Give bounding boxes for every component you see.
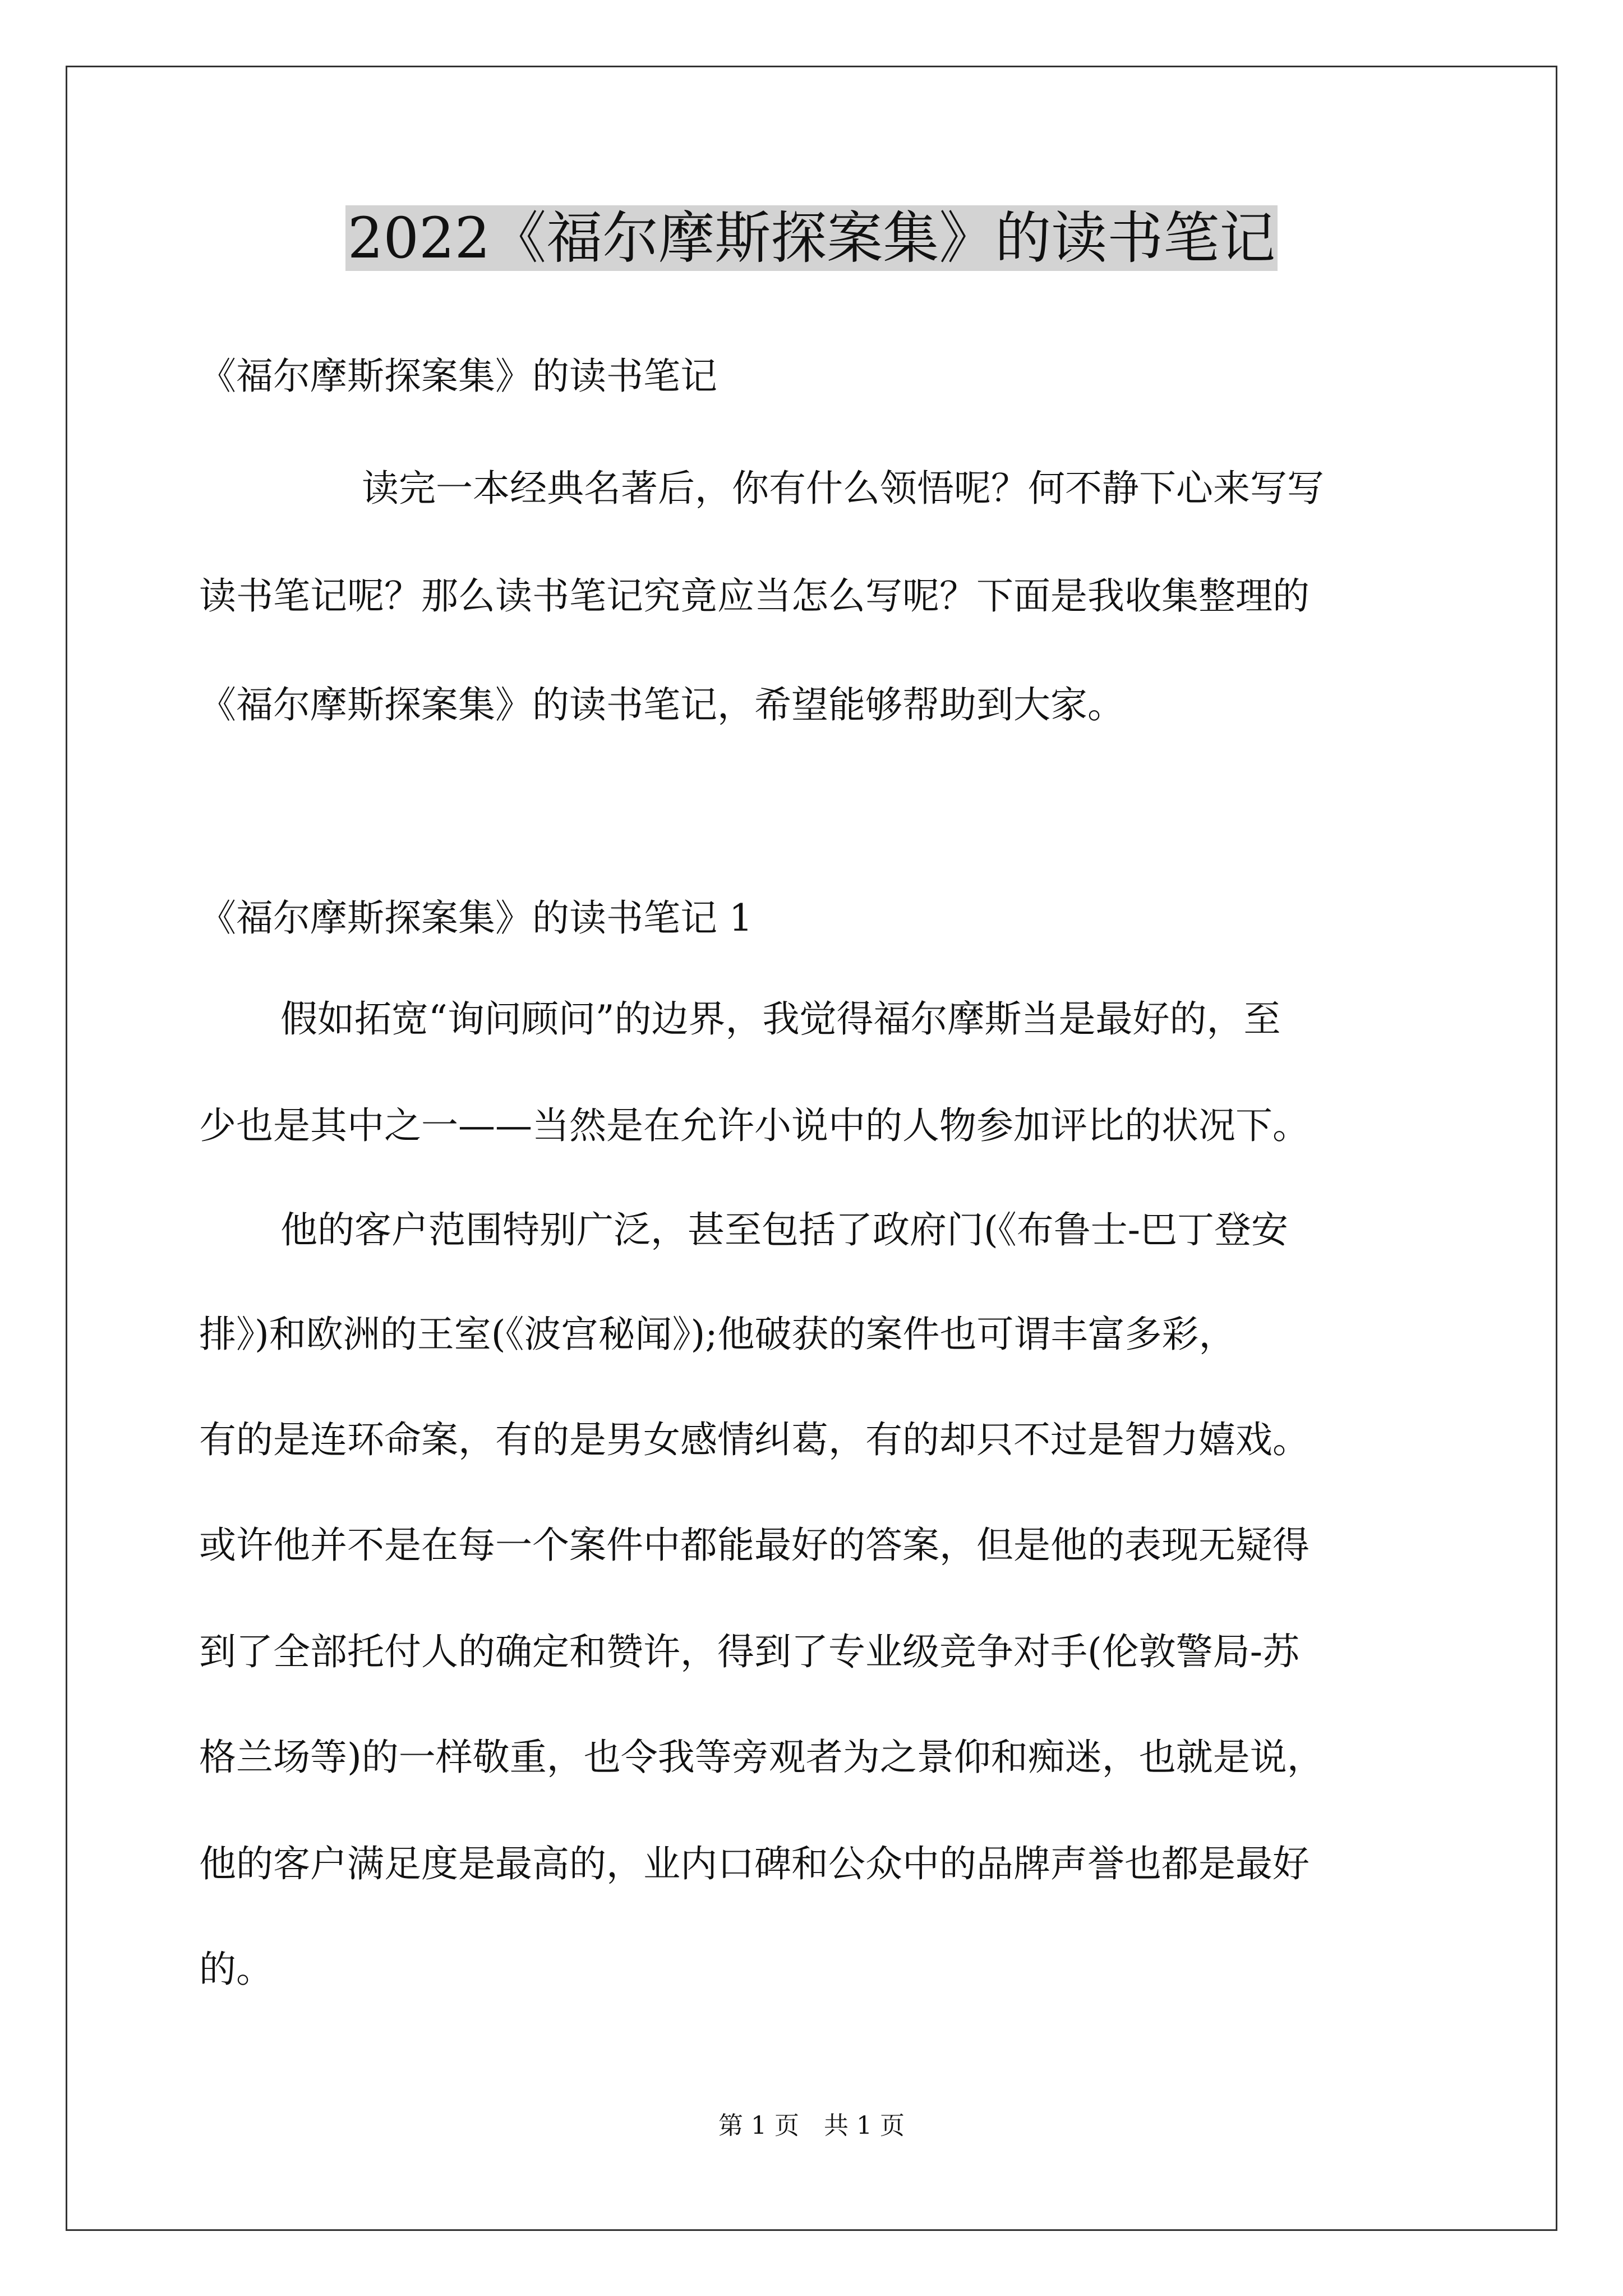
page-footer: 第 1 页 共 1 页 [718,2111,905,2140]
intro-line: 读完一本经典名著后，你有什么领悟呢？何不静下心来写写 [362,467,1324,510]
section-heading: 《福尔摩斯探案集》的读书笔记 1 [199,896,753,940]
paragraph-line: 的。 [199,1948,273,1991]
document-title-text: 2022《福尔摩斯探案集》的读书笔记 [345,205,1278,271]
document-subtitle: 《福尔摩斯探案集》的读书笔记 [199,355,717,398]
paragraph-line: 他的客户满足度是最高的，业内口碑和公众中的品牌声誉也都是最好 [199,1842,1310,1885]
paragraph-line: 有的是连环命案，有的是男女感情纠葛，有的却只不过是智力嬉戏。 [199,1418,1310,1461]
document-title [0,199,1623,278]
paragraph-line: 或许他并不是在每一个案件中都能最好的答案，但是他的表现无疑得 [199,1524,1310,1567]
intro-line: 《福尔摩斯探案集》的读书笔记，希望能够帮助到大家。 [199,683,1124,726]
paragraph-line: 格兰场等)的一样敬重，也令我等旁观者为之景仰和痴迷，也就是说， [199,1736,1324,1779]
paragraph-line: 排》)和欧洲的王室(《波宫秘闻》);他破获的案件也可谓丰富多彩， [199,1313,1236,1356]
paragraph-line: 少也是其中之一——当然是在允许小说中的人物参加评比的状况下。 [199,1104,1310,1147]
paragraph-line: 假如拓宽“询问顾问”的边界，我觉得福尔摩斯当是最好的，至 [280,997,1281,1041]
paragraph-line: 他的客户范围特别广泛，甚至包括了政府门(《布鲁士-巴丁登安 [280,1208,1289,1251]
paragraph-line: 到了全部托付人的确定和赞许，得到了专业级竞争对手(伦敦警局-苏 [199,1630,1300,1673]
intro-line: 读书笔记呢？那么读书笔记究竟应当怎么写呢？下面是我收集整理的 [199,574,1310,618]
